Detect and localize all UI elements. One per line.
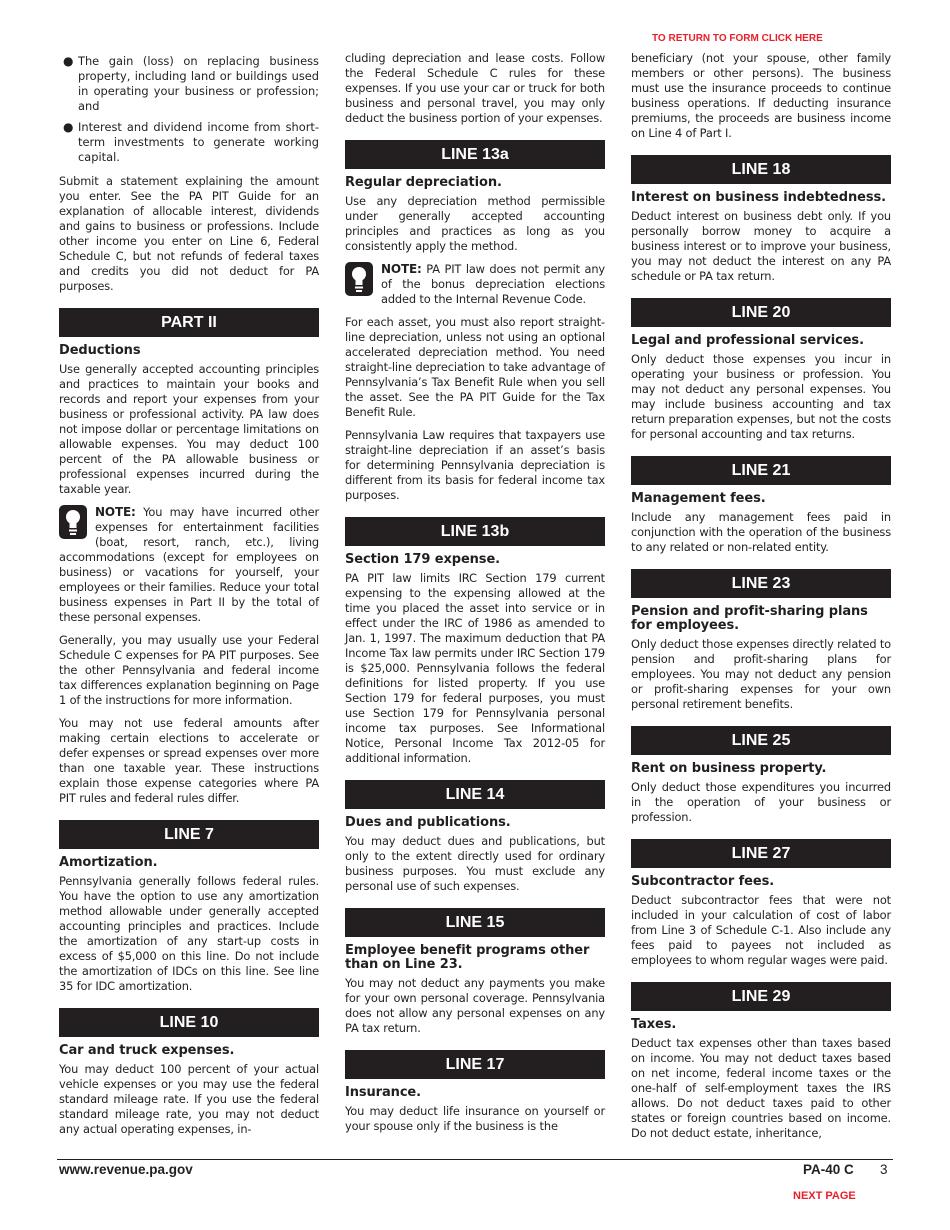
column-right: [631, 51, 891, 1149]
section-heading-line-15: LINE 15: [345, 908, 605, 937]
lightbulb-icon: [345, 262, 373, 296]
bullet-icon: ●: [63, 54, 74, 68]
note: NOTE: PA PIT law does not permit any of the bonus depreciation elections added to the Internal Revenue Code.: [345, 262, 605, 307]
section-heading-line-17: LINE 17: [345, 1050, 605, 1079]
section-heading-line-23: LINE 23: [631, 569, 891, 598]
subheading: Car and truck expenses.: [59, 1043, 235, 1058]
subheading: Amortization.: [59, 855, 158, 870]
paragraph: Deduct tax expenses other than taxes based on income. You may not deduct taxes based on net income, federal income taxes or the one-half of self-employment taxes the IRS allows. Do not deduct taxes paid to other states or foreign countries based on income. Do not deduct estate, inheritance,: [631, 1036, 891, 1140]
paragraph: Include any management fees paid in conjunction with the operation of the business to any related or non-related entity.: [631, 510, 891, 554]
paragraph: You may not deduct any payments you make for your own personal coverage. Pennsylvania does not allow any personal expenses on any PA tax return.: [345, 976, 605, 1035]
subheading: Insurance.: [345, 1085, 421, 1100]
subheading: Section 179 expense.: [345, 552, 501, 567]
section-heading-line-18: LINE 18: [631, 155, 891, 184]
footer-form-id: PA-40 C: [803, 1162, 854, 1177]
column-middle: [345, 51, 605, 1142]
section-heading-line-25: LINE 25: [631, 726, 891, 755]
subheading: Subcontractor fees.: [631, 874, 775, 889]
paragraph: Only deduct those expenses directly related to pension and profit-sharing plans for employees. You may not deduct any pension or profit-sharing expenses for your own personal retirement benefits.: [631, 637, 892, 711]
footer-website-link[interactable]: www.revenue.pa.gov: [59, 1162, 193, 1177]
subheading: Interest on business indebtedness.: [631, 190, 886, 205]
paragraph: You may deduct 100 percent of your actual vehicle expenses or you may use the federal standard mileage rate. If you use the federal standard mileage rate, you may not deduct any actual operating expenses, in-: [59, 1062, 319, 1136]
section-heading-line-21: LINE 21: [631, 456, 891, 485]
section-heading-line-20: LINE 20: [631, 298, 891, 327]
subheading: Pension and profit-sharing plans for employees.: [631, 604, 868, 633]
section-heading-line-27: LINE 27: [631, 839, 891, 868]
next-page-link[interactable]: NEXT PAGE: [793, 1190, 856, 1202]
subheading: Regular depreciation.: [345, 175, 502, 190]
list-item: ● The gain (loss) on replacing business property, including land or buildings used in operating your business or profession; and: [63, 54, 319, 113]
paragraph: Only deduct those expenses you incur in operating your business or profession. You may not deduct any personal expenses. You may include business accounting and tax return preparation expenses, but not the costs for personal accounting and tax returns.: [631, 352, 891, 441]
paragraph: Use generally accepted accounting principles and practices to maintain your books and records and report your expenses from your business or professional activity. PA law does not impose dollar or percentage limitations on allowable expenses. You may deduct 100 percent of the PA allowable business or professional expenses incurred during the taxable year.: [59, 362, 319, 496]
paragraph: You may not use federal amounts after making certain elections to accelerate or defer expenses or spread expenses over more than one taxable year. These instructions explain those expense categories where PA PIT rules and federal rules differ.: [59, 716, 319, 805]
page-number: 3: [880, 1162, 888, 1177]
bullet-list: [59, 54, 319, 165]
paragraph: Generally, you may usually use your Federal Schedule C expenses for PA PIT purposes. See the other Pennsylvania and federal income tax differences explanation beginning on Page 1 of the instructions for more information.: [59, 633, 319, 707]
paragraph: You may deduct life insurance on yourself or your spouse only if the business is the: [345, 1104, 605, 1133]
paragraph: Deduct subcontractor fees that were not included in your calculation of cost of labor from Line 3 of Schedule C-1. Also include any fees paid to payees not included as employees to whom regular wages were paid.: [631, 893, 891, 967]
lightbulb-icon: [59, 505, 87, 539]
list-item: ● Interest and dividend income from short-term investments to generate working capital.: [63, 120, 319, 164]
section-heading-line-13b: LINE 13b: [345, 517, 605, 546]
section-heading-part-ii: PART II: [59, 308, 319, 337]
note-label: NOTE:: [381, 262, 422, 276]
bullet-icon: ●: [63, 120, 74, 134]
subheading: Dues and publications.: [345, 815, 511, 830]
paragraph: Submit a statement explaining the amount you enter. See the PA PIT Guide for an explanation of allocable interest, dividends and gains to business or professions. Include other income you enter on Line 6, Federal Schedule C, but not refunds of federal taxes and credits you did not deduct for PA purposes.: [59, 174, 319, 293]
section-heading-line-14: LINE 14: [345, 780, 605, 809]
subheading: Employee benefit programs other than on Line 23.: [345, 943, 590, 972]
subheading: Rent on business property.: [631, 761, 827, 776]
subheading: Deductions: [59, 343, 141, 358]
subheading: Management fees.: [631, 491, 766, 506]
paragraph: Use any depreciation method permissible under generally accepted accounting principles and practices as long as you consistently apply the method.: [345, 194, 605, 253]
paragraph: You may deduct dues and publications, but only to the extent directly used for ordinary business purposes. You must exclude any personal use of such expenses.: [345, 834, 605, 893]
return-to-form-link[interactable]: TO RETURN TO FORM CLICK HERE: [652, 33, 823, 44]
footer-divider: [57, 1159, 893, 1160]
paragraph: Only deduct those expenditures you incurred in the operation of your business or profession.: [631, 780, 891, 824]
subheading: Taxes.: [631, 1017, 677, 1032]
subheading: Legal and professional services.: [631, 333, 864, 348]
note-label: NOTE:: [95, 505, 136, 519]
note: NOTE: You may have incurred other expenses for entertainment facilities (boat, resort, ranch, etc.), living accommodations (except for employees on business) or vacations for yourself, your employees or their families. Reduce your total business expenses in Part II by the total of these personal expenses.: [59, 505, 319, 624]
paragraph: PA PIT law limits IRC Section 179 current expensing to the expensing allowed at the time you placed the asset into service or in effect under the IRC of 1986 as amended to Jan. 1, 1997. The maximum deduction that PA Income Tax law permits under IRC Section 179 is $25,000. Pennsylvania follows the federal definitions for listed property. If you use Section 179 for federal purposes, you must use Section 179 for Pennsylvania personal income tax purposes. See Informational Notice, Personal Income Tax 2012-05 for additional information.: [345, 571, 605, 765]
section-heading-line-29: LINE 29: [631, 982, 891, 1011]
paragraph: Pennsylvania Law requires that taxpayers use straight-line depreciation if an asset’s basis for determining Pennsylvania depreciation is different from its basis for federal income tax purposes.: [345, 428, 605, 502]
paragraph: beneficiary (not your spouse, other family members or other persons). The business must use the insurance proceeds to continue business operations. If deducting insurance premiums, the proceeds are business income on Line 4 of Part I.: [631, 51, 891, 140]
section-heading-line-10: LINE 10: [59, 1008, 319, 1037]
paragraph: Pennsylvania generally follows federal rules. You have the option to use any amortization method allowable under generally accepted accounting principles and practices. Include the amortization of any start-up costs in excess of $5,000 on this line. Do not include the amortization of IDCs on this line. See line 35 for IDC amortization.: [59, 874, 319, 993]
paragraph: For each asset, you must also report straight-line depreciation, unless not using an optional accelerated depreciation method. You need straight-line depreciation to take advantage of Pennsylvania’s Tax Benefit Rule when you sell the asset. See the PA PIT Guide for the Tax Benefit Rule.: [345, 315, 605, 419]
paragraph: cluding depreciation and lease costs. Follow the Federal Schedule C rules for these expenses. If you use your car or truck for both business and personal travel, you may only deduct the business portion of your expenses.: [345, 51, 605, 125]
section-heading-line-13a: LINE 13a: [345, 140, 605, 169]
column-left: [59, 54, 319, 1145]
section-heading-line-7: LINE 7: [59, 820, 319, 849]
paragraph: Deduct interest on business debt only. If you personally borrow money to acquire a business interest or to improve your business, you may not deduct the interest on any PA schedule or PA tax return.: [631, 209, 891, 283]
